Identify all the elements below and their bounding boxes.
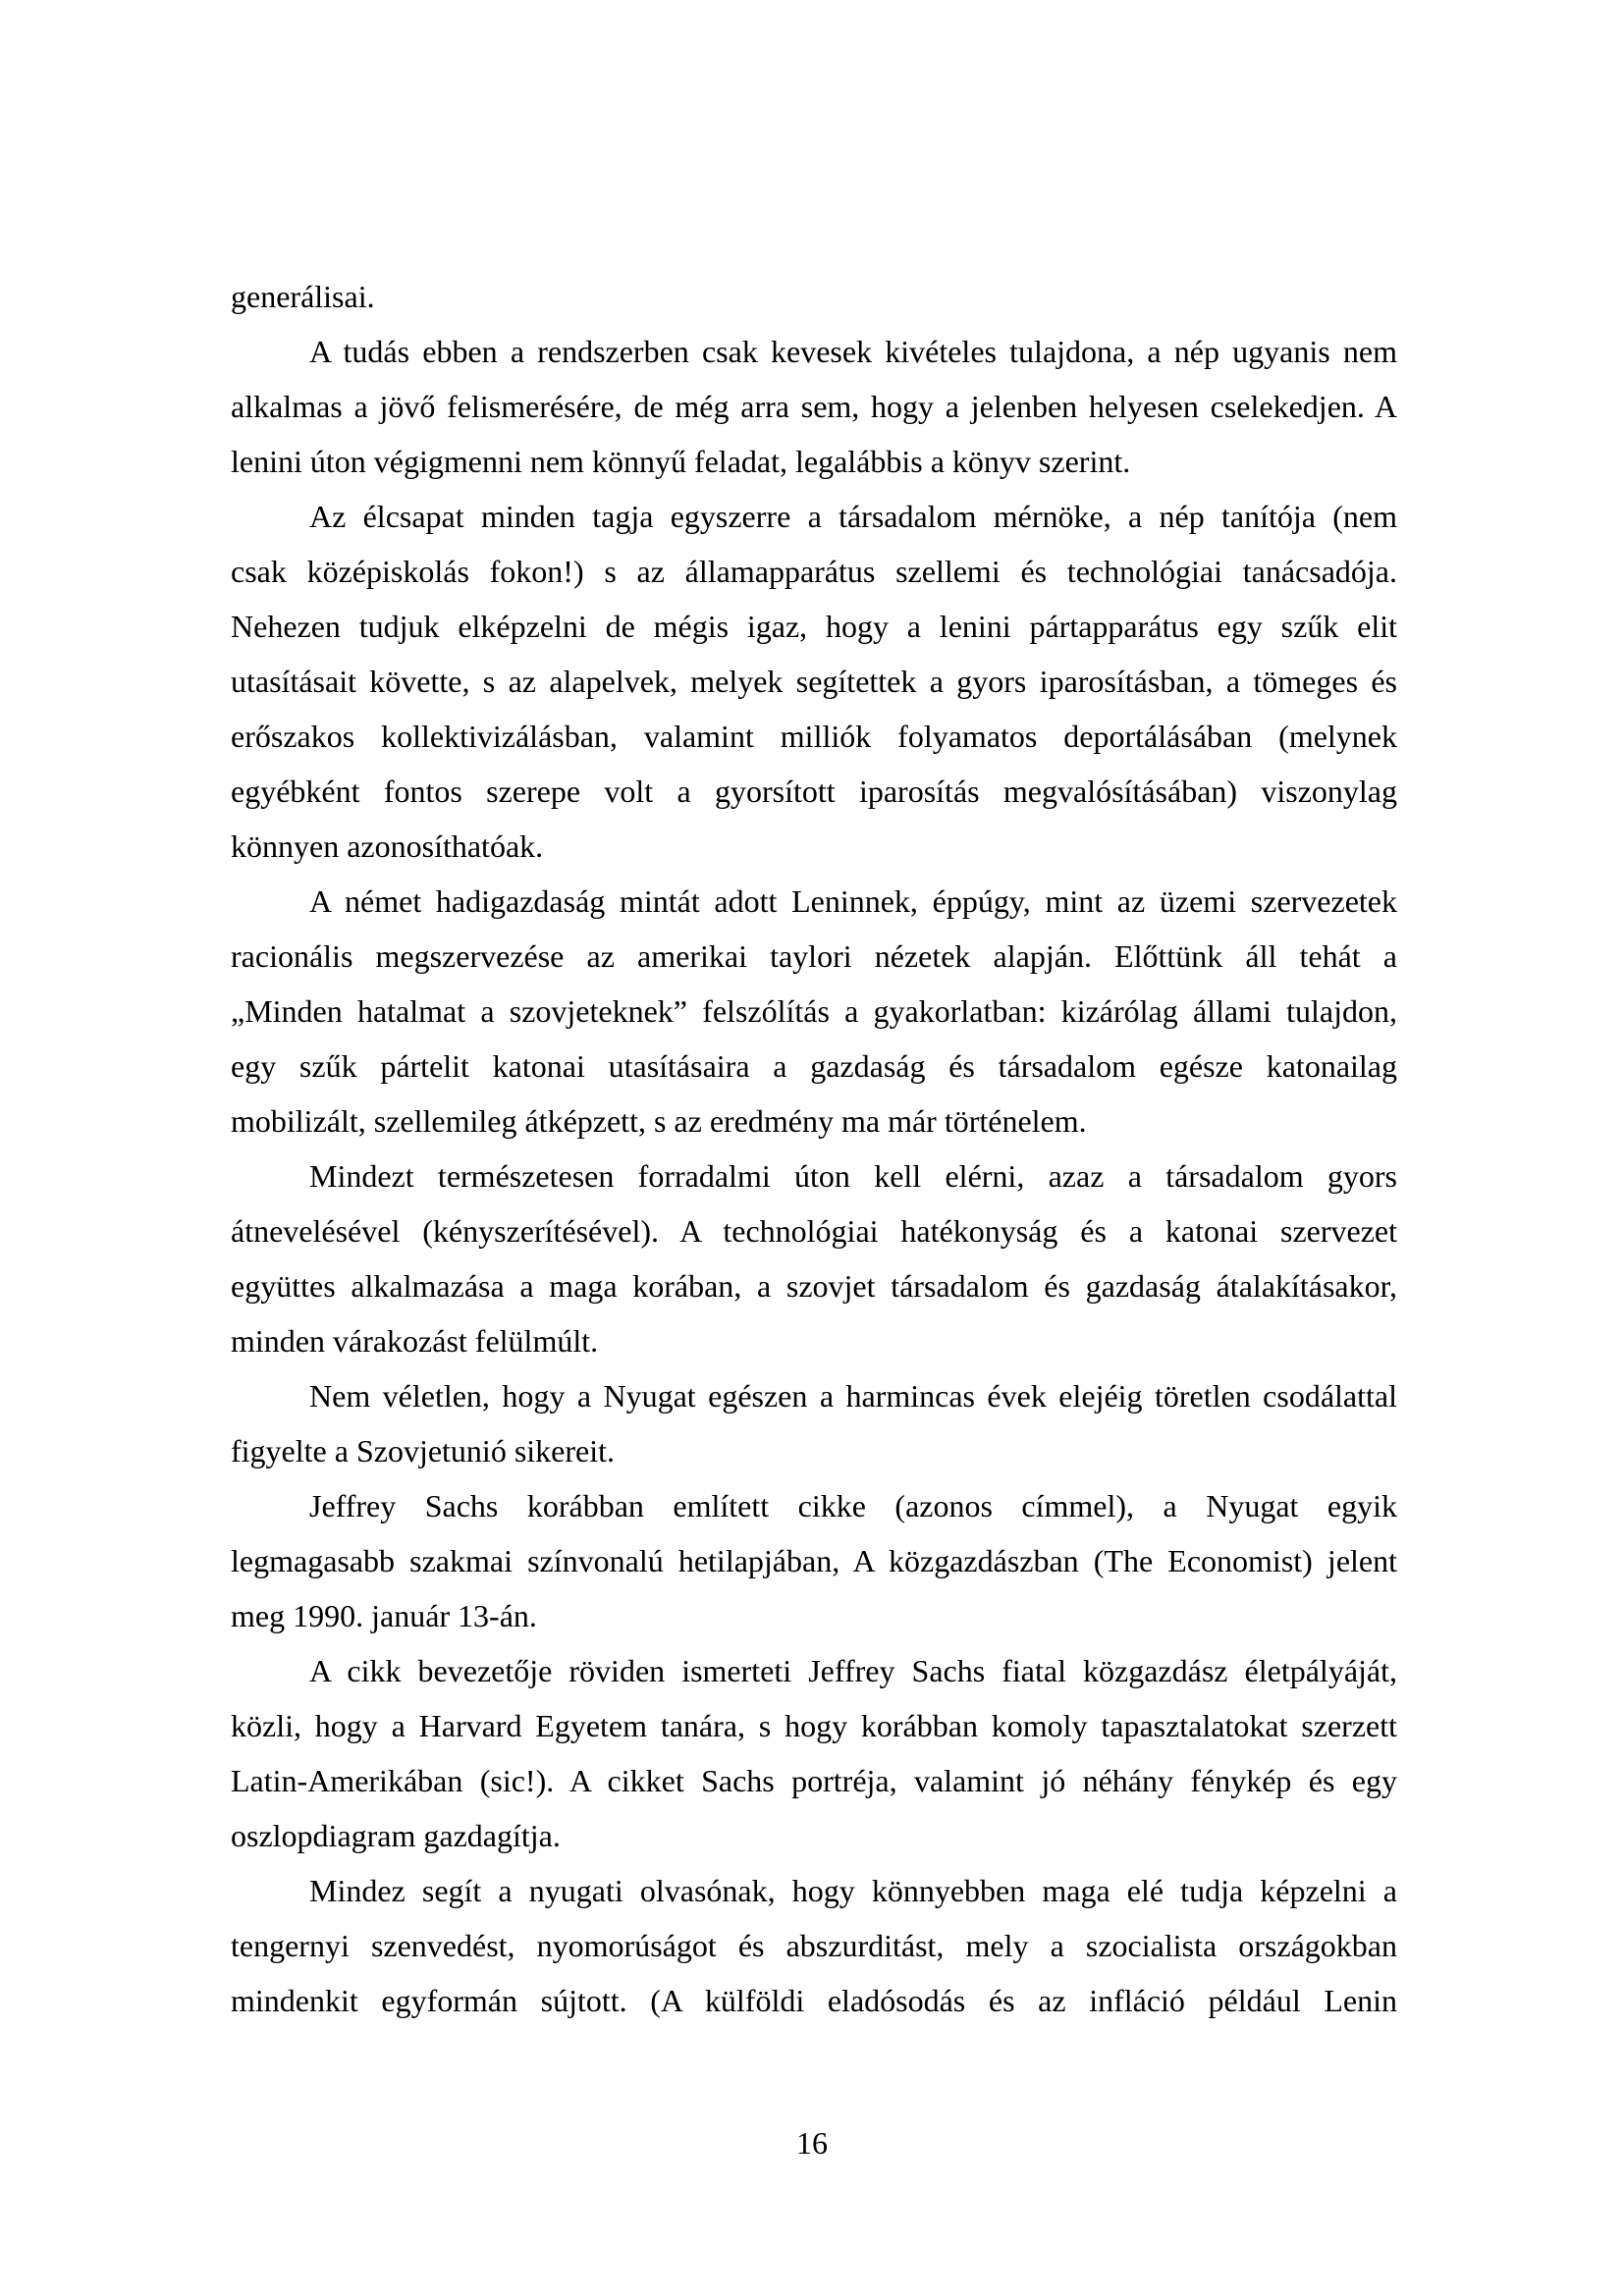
body-text (231, 269, 1397, 2028)
text-line: átnevelésével (kényszerítésével). A technológiai hatékonyság és a katonai szervezet (231, 1213, 1397, 1249)
text-line: racionális megszervezése az amerikai taylori nézetek alapján. Előttünk áll tehát a (231, 938, 1397, 974)
text-line: lenini úton végigmenni nem könnyű feladat, legalábbis a könyv szerint. (231, 444, 1131, 479)
text-line: Nem véletlen, hogy a Nyugat egészen a harmincas évek elejéig töretlen csodálattal (309, 1378, 1397, 1414)
text-line: Mindez segít a nyugati olvasónak, hogy könnyebben maga elé tudja képzelni a (309, 1873, 1397, 1908)
text-line: minden várakozást felülmúlt. (231, 1323, 599, 1359)
text-line: „Minden hatalmat a szovjeteknek” felszólítás a gyakorlatban: kizárólag állami tulajdon, (231, 993, 1397, 1029)
text-line: utasításait követte, s az alapelvek, melyek segítettek a gyors iparosításban, a tömeges és (231, 664, 1397, 699)
text-line: csak középiskolás fokon!) s az államapparátus szellemi és technológiai tanácsadója. (231, 554, 1397, 589)
text-line: Jeffrey Sachs korábban említett cikke (azonos címmel), a Nyugat egyik (309, 1488, 1397, 1523)
page-number: 16 (796, 2125, 828, 2161)
text-line: Nehezen tudjuk elképzelni de mégis igaz, hogy a lenini pártapparátus egy szűk elit (231, 609, 1397, 644)
text-line: tengernyi szenvedést, nyomorúságot és abszurditást, mely a szocialista országokban (231, 1928, 1397, 1963)
text-line: figyelte a Szovjetunió sikereit. (231, 1433, 615, 1468)
text-line: generálisai. (231, 279, 375, 314)
text-line: egy szűk pártelit katonai utasításaira a gazdaság és társadalom egésze katonailag (231, 1048, 1397, 1084)
text-line: A tudás ebben a rendszerben csak kevesek kivételes tulajdona, a nép ugyanis nem (309, 334, 1397, 369)
text-line: Mindezt természetesen forradalmi úton kell elérni, azaz a társadalom gyors (309, 1158, 1397, 1194)
text-line: Latin-Amerikában (sic!). A cikket Sachs portréja, valamint jó néhány fénykép és egy (231, 1763, 1397, 1798)
text-line: Az élcsapat minden tagja egyszerre a társadalom mérnöke, a nép tanítója (nem (309, 499, 1397, 534)
text-line: alkalmas a jövő felismerésére, de még arra sem, hogy a jelenben helyesen cselekedjen. A (231, 389, 1397, 424)
text-line: A német hadigazdaság mintát adott Leninnek, éppúgy, mint az üzemi szervezetek (309, 883, 1397, 919)
text-line: együttes alkalmazása a maga korában, a szovjet társadalom és gazdaság átalakításakor, (231, 1268, 1397, 1304)
text-line: oszlopdiagram gazdagítja. (231, 1818, 561, 1853)
text-line: A cikk bevezetője röviden ismerteti Jeffrey Sachs fiatal közgazdász életpályáját, (309, 1653, 1397, 1688)
text-line: erőszakos kollektivizálásban, valamint milliók folyamatos deportálásában (melynek (231, 719, 1397, 754)
text-line: könnyen azonosíthatóak. (231, 828, 544, 864)
text-line: egyébként fontos szerepe volt a gyorsított iparosítás megvalósításában) viszonylag (231, 774, 1397, 809)
text-line: mindenkit egyformán sújtott. (A külföldi eladósodás és az infláció például Lenin (231, 1983, 1397, 2018)
text-line: közli, hogy a Harvard Egyetem tanára, s hogy korábban komoly tapasztalatokat szerzett (231, 1708, 1397, 1743)
text-line: mobilizált, szellemileg átképzett, s az eredmény ma már történelem. (231, 1103, 1087, 1139)
text-line: legmagasabb szakmai színvonalú hetilapjában, A közgazdászban (The Economist) jelent (231, 1543, 1397, 1578)
text-line: meg 1990. január 13-án. (231, 1598, 537, 1633)
